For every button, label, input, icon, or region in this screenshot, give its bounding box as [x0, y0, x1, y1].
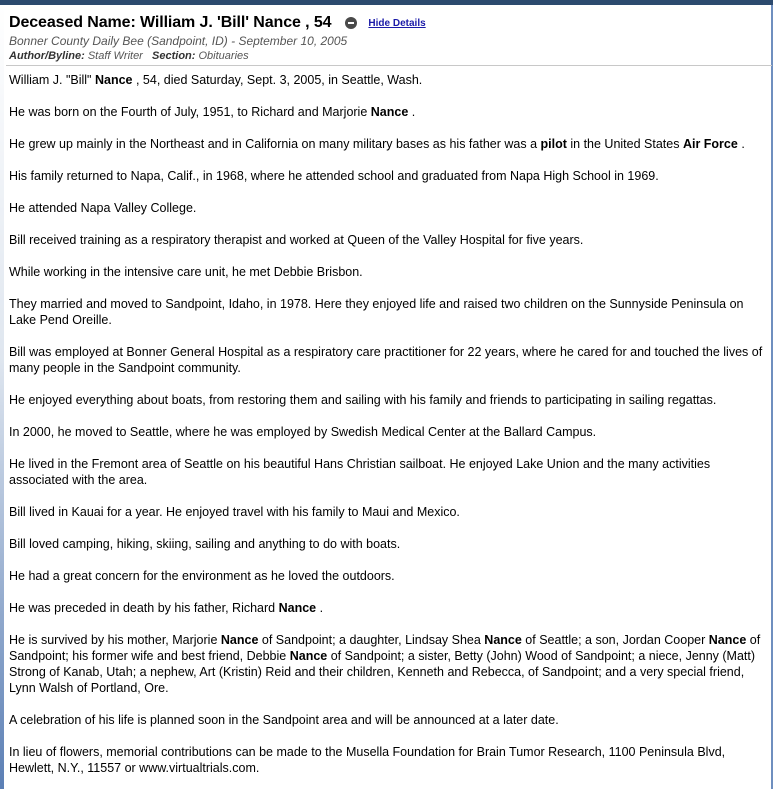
obituary-paragraph [9, 264, 769, 280]
paragraph-text: He was preceded in death by his father, Richard [9, 601, 279, 615]
paragraph-text: In lieu of flowers, memorial contributions can be made to the Musella Foundation for Brain Tumor Research, 1100 Peninsula Blvd, Hewlett, N.Y., 11557 or www.virtualtrials.com. [9, 745, 726, 775]
obituary-paragraph [9, 168, 769, 184]
paragraph-text: He had a great concern for the environment as he loved the outdoors. [9, 569, 395, 583]
obituary-paragraph [9, 712, 769, 728]
paragraph-text: He lived in the Fremont area of Seattle on his beautiful Hans Christian sailboat. He enjoyed Lake Union and the many activities associated with the area. [9, 457, 711, 487]
highlighted-term: Nance [220, 633, 259, 647]
obituary-body [9, 72, 769, 792]
paragraph-text: He is survived by his mother, Marjorie [9, 633, 221, 647]
obituary-paragraph [9, 296, 769, 328]
highlighted-term: Air Force [682, 137, 738, 151]
byline-row [9, 49, 769, 64]
author-label: Author/Byline: [9, 50, 85, 62]
paragraph-text: In 2000, he moved to Seattle, where he was employed by Swedish Medical Center at the Ballard Campus. [9, 425, 597, 439]
paragraph-text: of Sandpoint; a daughter, Lindsay Shea [258, 633, 485, 647]
author-value: Staff Writer [87, 50, 143, 62]
paragraph-text: , 54, died Saturday, Sept. 3, 2005, in Seattle, Wash. [132, 73, 423, 87]
paragraph-text: of Seattle; a son, Jordan Cooper [521, 633, 709, 647]
paragraph-text: Bill lived in Kauai for a year. He enjoyed travel with his family to Maui and Mexico. [9, 505, 460, 519]
highlighted-term: Nance [370, 105, 409, 119]
obituary-paragraph [9, 72, 769, 88]
obituary-paragraph [9, 344, 769, 376]
publication-source: Bonner County Daily Bee (Sandpoint, ID) - September 10, 2005 [9, 34, 348, 48]
obituary-paragraph [9, 632, 769, 696]
paragraph-text: of Sandpoint; his former wife and best friend, Debbie [9, 633, 761, 663]
obituary-paragraph [9, 504, 769, 520]
highlighted-term: Nance [94, 73, 133, 87]
obituary-paragraph [9, 600, 769, 616]
highlighted-term: Nance [278, 601, 317, 615]
section-label: Section: [152, 50, 196, 62]
paragraph-text: A celebration of his life is planned soon in the Sandpoint area and will be announced at a later date. [9, 713, 559, 727]
record-header [9, 12, 769, 64]
highlighted-term: pilot [540, 137, 567, 151]
deceased-name-title: Deceased Name: William J. 'Bill' Nance , 54 [9, 14, 332, 31]
paragraph-text: in the United States [566, 137, 683, 151]
paragraph-text: He enjoyed everything about boats, from restoring them and sailing with his family and friends to participating in sailing regattas. [9, 393, 717, 407]
paragraph-text: They married and moved to Sandpoint, Idaho, in 1978. Here they enjoyed life and raised two children on the Sunnyside Peninsula on Lake Pend Oreille. [9, 297, 744, 327]
paragraph-text: He attended Napa Valley College. [9, 201, 197, 215]
paragraph-text: . [408, 105, 416, 119]
obituary-paragraph [9, 200, 769, 216]
hide-details-link[interactable]: Hide Details [368, 17, 426, 29]
obituary-paragraph [9, 392, 769, 408]
highlighted-term: Nance [289, 649, 328, 663]
obituary-paragraph [9, 104, 769, 120]
obituary-paragraph [9, 568, 769, 584]
paragraph-text: Bill was employed at Bonner General Hospital as a respiratory care practitioner for 22 years, where he cared for and touched the lives of many people in the Sandpoint community. [9, 345, 763, 375]
title-row [9, 12, 769, 34]
paragraph-text: Bill loved camping, hiking, skiing, sailing and anything to do with boats. [9, 537, 401, 551]
highlighted-term: Nance [708, 633, 747, 647]
paragraph-text: He grew up mainly in the Northeast and in California on many military bases as his father was a [9, 137, 541, 151]
obituary-paragraph [9, 232, 769, 248]
top-border [0, 0, 773, 5]
paragraph-text: . [316, 601, 324, 615]
paragraph-text: of Sandpoint; a sister, Betty (John) Wood of Sandpoint; a niece, Jenny (Matt) Strong of Kanab, Utah; a nephew, Art (Kristin) Reid and their children, Kenneth and Rebecca, of Sandpoint; and a very special friend, Lynn Walsh of Portland, Ore. [9, 649, 756, 695]
paragraph-text: While working in the intensive care unit, he met Debbie Brisbon. [9, 265, 363, 279]
highlighted-term: Nance [484, 633, 522, 647]
header-divider [6, 65, 772, 66]
left-gradient-border [0, 5, 4, 789]
paragraph-text: Bill received training as a respiratory therapist and worked at Queen of the Valley Hospital for five years. [9, 233, 584, 247]
paragraph-text: William J. "Bill" [9, 73, 95, 87]
obituary-paragraph [9, 136, 769, 152]
obituary-paragraph [9, 744, 769, 776]
collapse-minus-icon[interactable] [345, 17, 357, 29]
obituary-paragraph [9, 456, 769, 488]
paragraph-text: He was born on the Fourth of July, 1951, to Richard and Marjorie [9, 105, 371, 119]
obituary-paragraph [9, 536, 769, 552]
paragraph-text: His family returned to Napa, Calif., in 1968, where he attended school and graduated from Napa High School in 1969. [9, 169, 659, 183]
section-value: Obituaries [198, 50, 249, 62]
paragraph-text: . [737, 137, 745, 151]
obituary-paragraph [9, 424, 769, 440]
